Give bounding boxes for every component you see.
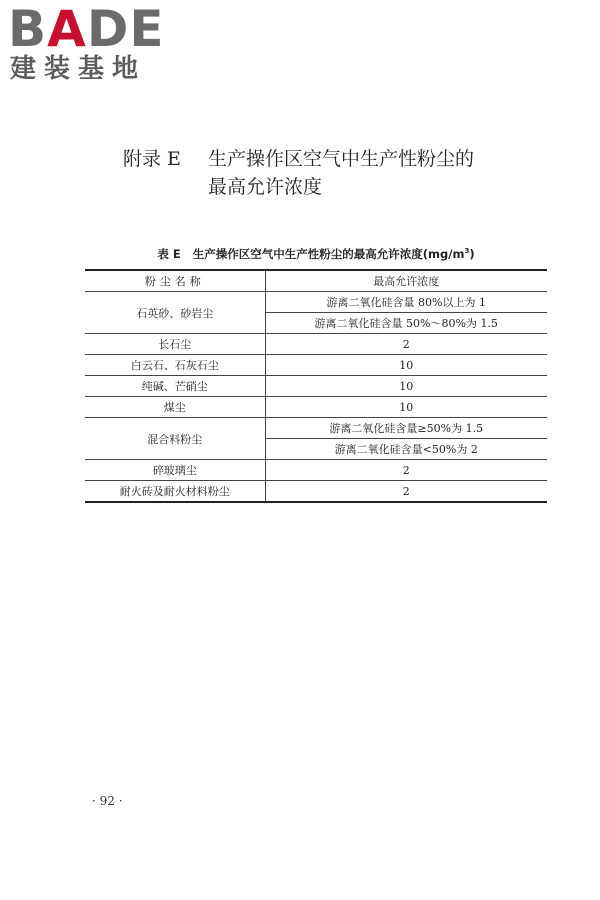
table-row [85, 418, 547, 439]
table-caption-sup: 3 [464, 247, 470, 256]
dust-name-cell: 混合料粉尘 [85, 418, 265, 460]
dust-name-cell: 纯碱、芒硝尘 [85, 376, 265, 397]
column-header-max-concentration: 最高允许浓度 [265, 270, 547, 292]
concentration-cell: 10 [265, 376, 547, 397]
appendix-title-line1: 生产操作区空气中生产性粉尘的 [208, 148, 475, 170]
table-header-row [85, 270, 547, 292]
concentration-cell: 2 [265, 460, 547, 481]
dust-name-cell: 白云石、石灰石尘 [85, 355, 265, 376]
appendix-title-line2: 最高允许浓度 [208, 176, 323, 198]
table-row [85, 397, 547, 418]
table-caption-close: ) [469, 247, 475, 261]
table-row [85, 334, 547, 355]
table-row [85, 460, 547, 481]
appendix-heading [123, 145, 563, 201]
dust-name-cell: 碎玻璃尘 [85, 460, 265, 481]
table-row [85, 355, 547, 376]
concentration-cell: 2 [265, 481, 547, 503]
concentration-cell: 游离二氧化硅含量<50%为 2 [265, 439, 547, 460]
column-header-dust-name: 粉尘名称 [85, 270, 265, 292]
dust-concentration-table [85, 269, 547, 503]
table-caption-label: 表 E [157, 247, 181, 261]
appendix-label: 附录 E [123, 148, 181, 170]
concentration-cell: 游离二氧化硅含量≥50%为 1.5 [265, 418, 547, 439]
dust-name-cell: 长石尘 [85, 334, 265, 355]
table-row [85, 292, 547, 313]
table-caption-text: 生产操作区空气中生产性粉尘的最高允许浓度(mg/m [192, 247, 465, 261]
concentration-cell: 游离二氧化硅含量 80%以上为 1 [265, 292, 547, 313]
logo-subtitle: 建装基地 [10, 54, 147, 84]
concentration-cell: 10 [265, 355, 547, 376]
bade-logo [8, 0, 178, 84]
dust-name-cell: 煤尘 [85, 397, 265, 418]
page-number: · 92 · [92, 794, 123, 808]
concentration-cell: 10 [265, 397, 547, 418]
table-row [85, 376, 547, 397]
table-row [85, 481, 547, 503]
dust-name-cell: 石英砂、砂岩尘 [85, 292, 265, 334]
concentration-cell: 游离二氧化硅含量 50%～80%为 1.5 [265, 313, 547, 334]
concentration-cell: 2 [265, 334, 547, 355]
logo-wordmark: BADE [8, 0, 165, 58]
dust-name-cell: 耐火砖及耐火材料粉尘 [85, 481, 265, 503]
table-caption [85, 246, 547, 262]
